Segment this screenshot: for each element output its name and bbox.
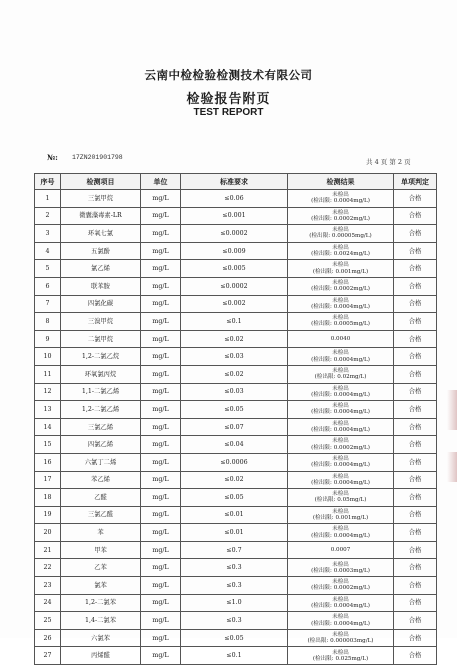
table-row: [35, 471, 437, 489]
cell-verdict: 合格: [394, 629, 437, 647]
cell-result: [288, 295, 394, 313]
cell-limit: ≤0.06: [181, 190, 288, 208]
cell-seq: 27: [35, 647, 61, 665]
cell-seq: 21: [35, 541, 61, 559]
cell-item: 1,2-二氯苯: [61, 594, 141, 612]
cell-verdict: 合格: [394, 647, 437, 665]
detection-limit: (检出限: 0.0004mg/L): [311, 620, 370, 627]
detection-limit: (检出限: 0.0004mg/L): [311, 356, 370, 363]
cell-verdict: 合格: [394, 453, 437, 471]
cell-limit: ≤0.02: [181, 365, 288, 383]
cell-unit: mg/L: [141, 647, 181, 665]
header-result: 检测结果: [288, 174, 394, 190]
cell-seq: 20: [35, 524, 61, 542]
cell-verdict: 合格: [394, 348, 437, 366]
result-value: 0.0040: [330, 335, 351, 342]
cell-limit: ≤0.0002: [181, 277, 288, 295]
result-value: 未检出: [332, 420, 349, 427]
cell-limit: ≤0.02: [181, 330, 288, 348]
cell-result: [288, 190, 394, 208]
table-row: [35, 506, 437, 524]
cell-result: [288, 418, 394, 436]
cell-limit: ≤0.01: [181, 506, 288, 524]
cell-result: [288, 260, 394, 278]
cell-limit: ≤0.1: [181, 313, 288, 331]
result-value: 未检出: [332, 456, 349, 462]
cell-limit: ≤0.01: [181, 524, 288, 542]
cell-limit: ≤0.02: [181, 471, 288, 489]
cell-result: [288, 594, 394, 612]
cell-item: 四氯乙烯: [61, 436, 141, 454]
table-row: [35, 453, 437, 471]
table-row: [35, 313, 437, 331]
cell-unit: mg/L: [141, 401, 181, 419]
cell-result: [288, 629, 394, 647]
cell-limit: ≤0.0006: [181, 453, 288, 471]
cell-verdict: 合格: [394, 541, 437, 559]
cell-unit: mg/L: [141, 295, 181, 313]
cell-verdict: 合格: [394, 190, 437, 208]
company-name: 云南中检检验检测技术有限公司: [144, 68, 313, 82]
cell-result: [288, 401, 394, 419]
result-value: 未检出: [332, 508, 349, 515]
cell-item: 六氯苯: [61, 629, 141, 647]
cell-limit: ≤1.0: [181, 594, 288, 612]
table-row: [35, 225, 437, 243]
cell-result: [288, 506, 394, 524]
header-verdict: 单项判定: [394, 174, 437, 190]
result-value: 未检出: [332, 350, 349, 357]
cell-item: 四氯化碳: [61, 295, 141, 313]
detection-limit: (检出限: 0.0024mg/L): [311, 251, 370, 258]
cell-seq: 8: [35, 313, 61, 331]
cell-seq: 24: [35, 594, 61, 612]
cell-verdict: 合格: [394, 594, 437, 612]
cell-item: 二氯甲烷: [61, 330, 141, 348]
cell-unit: mg/L: [141, 242, 181, 260]
cell-limit: ≤0.002: [181, 295, 288, 313]
cell-item: 丙烯醛: [61, 647, 141, 665]
table-row: [35, 242, 437, 260]
result-value: 未检出: [332, 631, 349, 638]
cell-seq: 10: [35, 348, 61, 366]
cell-limit: ≤0.03: [181, 383, 288, 401]
detection-limit: (检出限: 0.0002mg/L): [311, 286, 370, 293]
cell-verdict: 合格: [394, 225, 437, 243]
cell-item: 环氧氯丙烷: [61, 365, 141, 383]
detection-limit: (检出限: 0.000003mg/L): [307, 638, 374, 645]
detection-limit: (检出限: 0.001mg/L): [312, 514, 369, 521]
cell-item: 六氯丁二烯: [61, 453, 141, 471]
cell-item: 三氯甲烷: [61, 190, 141, 208]
cell-verdict: 合格: [394, 242, 437, 260]
result-value: 未检出: [332, 649, 349, 656]
cell-unit: mg/L: [141, 383, 181, 401]
cell-verdict: 合格: [394, 436, 437, 454]
cell-item: 微囊藻毒素-LR: [61, 207, 141, 225]
cell-verdict: 合格: [394, 330, 437, 348]
cell-unit: mg/L: [141, 348, 181, 366]
cell-result: [288, 348, 394, 366]
cell-verdict: 合格: [394, 559, 437, 577]
report-title-english: TEST REPORT: [193, 107, 264, 118]
result-value: 未检出: [332, 596, 349, 603]
result-value: 未检出: [332, 297, 349, 304]
table-row: [35, 383, 437, 401]
cell-item: 三氯乙烯: [61, 418, 141, 436]
cell-seq: 12: [35, 383, 61, 401]
cell-item: 三溴甲烷: [61, 313, 141, 331]
result-value: 未检出: [332, 280, 349, 287]
table-row: [35, 524, 437, 542]
cell-item: 1,2-二氯乙烷: [61, 348, 141, 366]
cell-item: 苯: [61, 524, 141, 542]
table-header-row: [35, 174, 437, 190]
cell-result: [288, 559, 394, 577]
cell-seq: 17: [35, 471, 61, 489]
detection-limit: (检出限: 0.0004mg/L): [311, 479, 370, 486]
cell-seq: 2: [35, 207, 61, 225]
table-row: [35, 190, 437, 208]
cell-seq: 3: [35, 225, 61, 243]
cell-item: 三氯乙醛: [61, 506, 141, 524]
cell-seq: 18: [35, 489, 61, 507]
cell-limit: ≤0.07: [181, 418, 288, 436]
report-number: 17ZN201901798: [72, 154, 123, 161]
cell-result: [288, 242, 394, 260]
cell-seq: 19: [35, 506, 61, 524]
cell-seq: 14: [35, 418, 61, 436]
detection-limit: (检出限: 0.0002mg/L): [311, 585, 370, 592]
cell-verdict: 合格: [394, 207, 437, 225]
result-value: 未检出: [332, 579, 349, 586]
cell-item: 甲苯: [61, 541, 141, 559]
result-value: 0.0007: [330, 547, 351, 554]
table-row: [35, 330, 437, 348]
cell-item: 五氯酚: [61, 242, 141, 260]
cell-seq: 25: [35, 612, 61, 630]
cell-verdict: 合格: [394, 489, 437, 507]
detection-limit: (检出限: 0.0004mg/L): [311, 532, 370, 539]
table-row: [35, 277, 437, 295]
cell-limit: ≤0.3: [181, 577, 288, 595]
table-row: [35, 260, 437, 278]
detection-limit: (检出限: 0.0004mg/L): [311, 602, 370, 609]
detection-limit: (检出限: 0.0004mg/L): [311, 198, 370, 205]
cell-unit: mg/L: [141, 506, 181, 524]
cell-limit: ≤0.0002: [181, 225, 288, 243]
cell-result: [288, 577, 394, 595]
cell-verdict: 合格: [394, 383, 437, 401]
cell-verdict: 合格: [394, 295, 437, 313]
cell-result: [288, 383, 394, 401]
cell-seq: 4: [35, 242, 61, 260]
result-value: 未检出: [332, 561, 349, 568]
table-row: [35, 612, 437, 630]
cell-verdict: 合格: [394, 612, 437, 630]
header-item: 检测项目: [61, 174, 141, 190]
cell-result: [288, 524, 394, 542]
cell-item: 联苯胺: [61, 277, 141, 295]
cell-item: 1,2-二氯乙烯: [61, 401, 141, 419]
table-row: [35, 295, 437, 313]
cell-unit: mg/L: [141, 225, 181, 243]
result-value: 未检出: [332, 403, 349, 410]
detection-limit: (检出限: 0.0004mg/L): [311, 427, 370, 434]
cell-verdict: 合格: [394, 524, 437, 542]
cell-seq: 26: [35, 629, 61, 647]
table-row: [35, 401, 437, 419]
cell-unit: mg/L: [141, 330, 181, 348]
cell-seq: 7: [35, 295, 61, 313]
cell-unit: mg/L: [141, 559, 181, 577]
cell-limit: ≤0.005: [181, 260, 288, 278]
detection-limit: (检出限: 0.05mg/L): [314, 497, 367, 504]
detection-limit: (检出限: 0.0002mg/L): [311, 215, 370, 222]
cell-item: 环氧七氯: [61, 225, 141, 243]
result-value: 未检出: [332, 227, 349, 234]
cell-unit: mg/L: [141, 524, 181, 542]
cell-item: 1,4-二氯苯: [61, 612, 141, 630]
cell-unit: mg/L: [141, 365, 181, 383]
cell-result: [288, 471, 394, 489]
table-row: [35, 594, 437, 612]
report-number-label: №:: [47, 153, 58, 162]
result-value: 未检出: [332, 315, 349, 322]
cell-result: [288, 330, 394, 348]
header-seq: 序号: [35, 174, 61, 190]
cell-result: [288, 365, 394, 383]
cell-verdict: 合格: [394, 506, 437, 524]
cell-unit: mg/L: [141, 453, 181, 471]
cell-unit: mg/L: [141, 418, 181, 436]
cell-verdict: 合格: [394, 418, 437, 436]
table-row: [35, 559, 437, 577]
table-row: [35, 577, 437, 595]
cell-result: [288, 225, 394, 243]
cell-result: [288, 436, 394, 454]
table-row: [35, 647, 437, 665]
cell-unit: mg/L: [141, 612, 181, 630]
scan-stain: [447, 390, 457, 430]
cell-seq: 13: [35, 401, 61, 419]
cell-unit: mg/L: [141, 207, 181, 225]
detection-limit: (检出限: 0.02mg/L): [314, 374, 367, 381]
cell-result: [288, 612, 394, 630]
table-row: [35, 541, 437, 559]
cell-verdict: 合格: [394, 401, 437, 419]
cell-item: 乙醛: [61, 489, 141, 507]
cell-verdict: 合格: [394, 260, 437, 278]
result-value: 未检出: [332, 368, 349, 375]
detection-limit: (检出限: 0.025mg/L): [312, 655, 369, 662]
cell-result: [288, 277, 394, 295]
result-value: 未检出: [332, 244, 349, 251]
test-results-table: [34, 173, 437, 665]
cell-result: [288, 207, 394, 225]
cell-item: 氯苯: [61, 577, 141, 595]
table-row: [35, 348, 437, 366]
detection-limit: (检出限: 0.0005mg/L): [311, 321, 370, 328]
cell-limit: ≤0.1: [181, 647, 288, 665]
page-indicator: 共 4 页 第 2 页: [366, 158, 411, 166]
cell-seq: 16: [35, 453, 61, 471]
cell-item: 氯乙烯: [61, 260, 141, 278]
result-value: 未检出: [332, 385, 349, 392]
cell-result: [288, 313, 394, 331]
cell-result: [288, 541, 394, 559]
table-row: [35, 489, 437, 507]
header-unit: 单位: [141, 174, 181, 190]
cell-limit: ≤0.7: [181, 541, 288, 559]
cell-unit: mg/L: [141, 577, 181, 595]
cell-verdict: 合格: [394, 365, 437, 383]
report-title: 检验报告附页: [186, 92, 271, 107]
cell-item: 乙苯: [61, 559, 141, 577]
cell-limit: ≤0.05: [181, 489, 288, 507]
cell-seq: 22: [35, 559, 61, 577]
cell-unit: mg/L: [141, 260, 181, 278]
detection-limit: (检出限: 0.001mg/L): [312, 268, 369, 275]
cell-item: 苯乙烯: [61, 471, 141, 489]
table-row: [35, 418, 437, 436]
cell-limit: ≤0.04: [181, 436, 288, 454]
cell-unit: mg/L: [141, 541, 181, 559]
header-limit: 标准要求: [181, 174, 288, 190]
result-value: 未检出: [332, 526, 349, 533]
result-value: 未检出: [332, 262, 349, 269]
cell-verdict: 合格: [394, 313, 437, 331]
cell-result: [288, 647, 394, 665]
cell-seq: 5: [35, 260, 61, 278]
cell-unit: mg/L: [141, 313, 181, 331]
cell-verdict: 合格: [394, 577, 437, 595]
cell-seq: 11: [35, 365, 61, 383]
cell-limit: ≤0.009: [181, 242, 288, 260]
cell-seq: 9: [35, 330, 61, 348]
cell-unit: mg/L: [141, 277, 181, 295]
cell-seq: 1: [35, 190, 61, 208]
cell-unit: mg/L: [141, 489, 181, 507]
detection-limit: (检出限: 0.0003mg/L): [311, 567, 370, 574]
cell-limit: ≤0.001: [181, 207, 288, 225]
cell-result: [288, 489, 394, 507]
detection-limit: (检出限: 0.0002mg/L): [311, 444, 370, 451]
cell-unit: mg/L: [141, 471, 181, 489]
cell-result: [288, 453, 394, 471]
cell-item: 1,1-二氯乙烯: [61, 383, 141, 401]
cell-seq: 15: [35, 436, 61, 454]
result-value: 未检出: [332, 192, 349, 199]
cell-verdict: 合格: [394, 277, 437, 295]
table-row: [35, 207, 437, 225]
cell-limit: ≤0.05: [181, 401, 288, 419]
detection-limit: (检出限: 0.0004mg/L): [311, 409, 370, 416]
cell-seq: 6: [35, 277, 61, 295]
table-row: [35, 365, 437, 383]
cell-limit: ≤0.3: [181, 559, 288, 577]
result-value: 未检出: [332, 209, 349, 216]
cell-limit: ≤0.3: [181, 612, 288, 630]
table-row: [35, 436, 437, 454]
detection-limit: (检出限: 0.0004mg/L): [311, 462, 370, 469]
result-value: 未检出: [332, 491, 349, 498]
cell-unit: mg/L: [141, 594, 181, 612]
scan-stain: [447, 452, 457, 482]
result-value: 未检出: [332, 614, 349, 621]
detection-limit: (检出限: 0.00005mg/L): [309, 233, 372, 240]
cell-seq: 23: [35, 577, 61, 595]
cell-verdict: 合格: [394, 471, 437, 489]
cell-unit: mg/L: [141, 190, 181, 208]
detection-limit: (检出限: 0.0004mg/L): [311, 391, 370, 398]
cell-unit: mg/L: [141, 629, 181, 647]
cell-unit: mg/L: [141, 436, 181, 454]
result-value: 未检出: [332, 473, 349, 480]
result-value: 未检出: [332, 438, 349, 445]
table-row: [35, 629, 437, 647]
detection-limit: (检出限: 0.0004mg/L): [311, 303, 370, 310]
cell-limit: ≤0.05: [181, 629, 288, 647]
cell-limit: ≤0.03: [181, 348, 288, 366]
